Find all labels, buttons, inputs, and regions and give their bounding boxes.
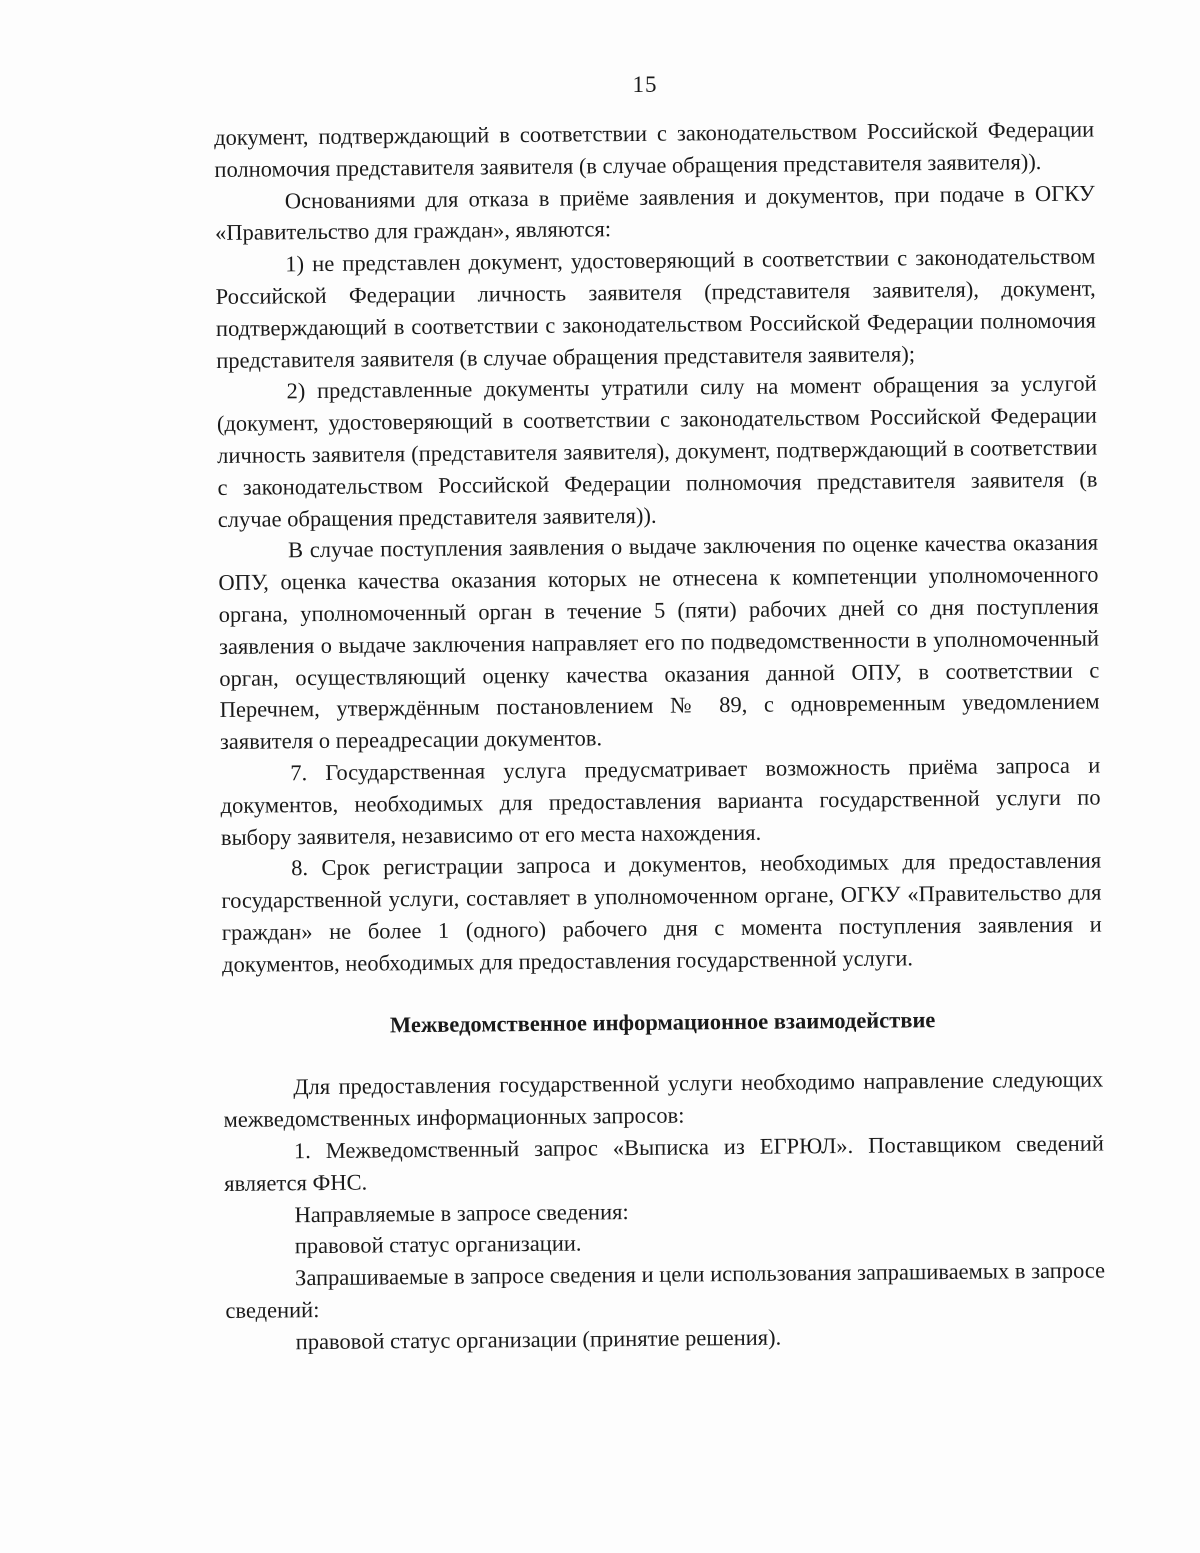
paragraph: В случае поступления заявления о выдаче заключения по оценке качества оказания ОПУ, оценка качества оказания которых не отнесена к компетенции уполномоченного органа, уполномоченный орган в течение 5 (пяти) рабочих дней со дня поступления заявления о выдаче заключения направляет его по подведомственности в уполномоченный орган, осуществляющий оценку качества оказания данной ОПУ, в соответствии с Перечнем, утверждённым постановлением № 89, с одновременным уведомлением заявителя о переадресации документов. [218,529,1100,755]
paragraph: Основаниями для отказа в приёме заявления и документов, при подаче в ОГКУ «Правительство для граждан», являются: [214,180,1095,246]
paragraph: документ, подтверждающий в соответствии с законодательством Российской Федерации полномочия представителя заявителя (в случае обращения представителя заявителя)). [214,116,1095,182]
document-body [214,114,1106,1359]
paragraph: Запрашиваемые в запросе сведения и цели использования запрашиваемых в запросе сведений: [225,1257,1106,1323]
paragraph: 1. Межведомственный запрос «Выписка из ЕГРЮЛ». Поставщиком сведений является ФНС. [224,1130,1104,1196]
paragraph: 8. Срок регистрации запроса и документов, необходимых для предоставления государственной услуги, составляет в уполномоченном органе, ОГКУ «Правительство для граждан» не более 1 (одного) рабочего дня с момента поступления заявления и документов, необходимых для предоставления государственной услуги. [221,847,1102,977]
paragraph: Направляемые в запросе сведения: [294,1198,629,1227]
page-number: 15 [632,72,658,97]
paragraph: 2) представленные документы утратили силу на момент обращения за услугой (документ, удостоверяющий в соответствии с законодательством Российской Федерации личность заявителя (представителя заявителя), документ, подтверждающий в соответствии с законодательством Российской Федерации полномочия представителя заявителя (в случае обращения представителя заявителя)). [216,370,1098,532]
paragraphs-top [214,114,1102,981]
paragraph: Для предоставления государственной услуги необходимо направление следующих межведомственных информационных запросов: [223,1066,1104,1133]
section-title: Межведомственное информационное взаимодействие [389,1006,936,1037]
paragraph: правовой статус организации. [294,1230,582,1259]
paragraph: 1) не представлен документ, удостоверяющий в соответствии с законодательством Российской Федерации личность заявителя (представителя заявителя), документ, подтверждающий в соответствии с законодательством Российской Федерации полномочия представителя заявителя (в случае обращения представителя заявителя); [215,243,1097,373]
paragraph: 7. Государственная услуга предусматривает возможность приёма запроса и документов, необходимых для предоставления варианта государственной услуги по выбору заявителя, независимо от его места нахождения. [220,752,1101,850]
paragraphs-bottom [223,1064,1106,1359]
paragraph: правовой статус организации (принятие решения). [295,1324,782,1354]
